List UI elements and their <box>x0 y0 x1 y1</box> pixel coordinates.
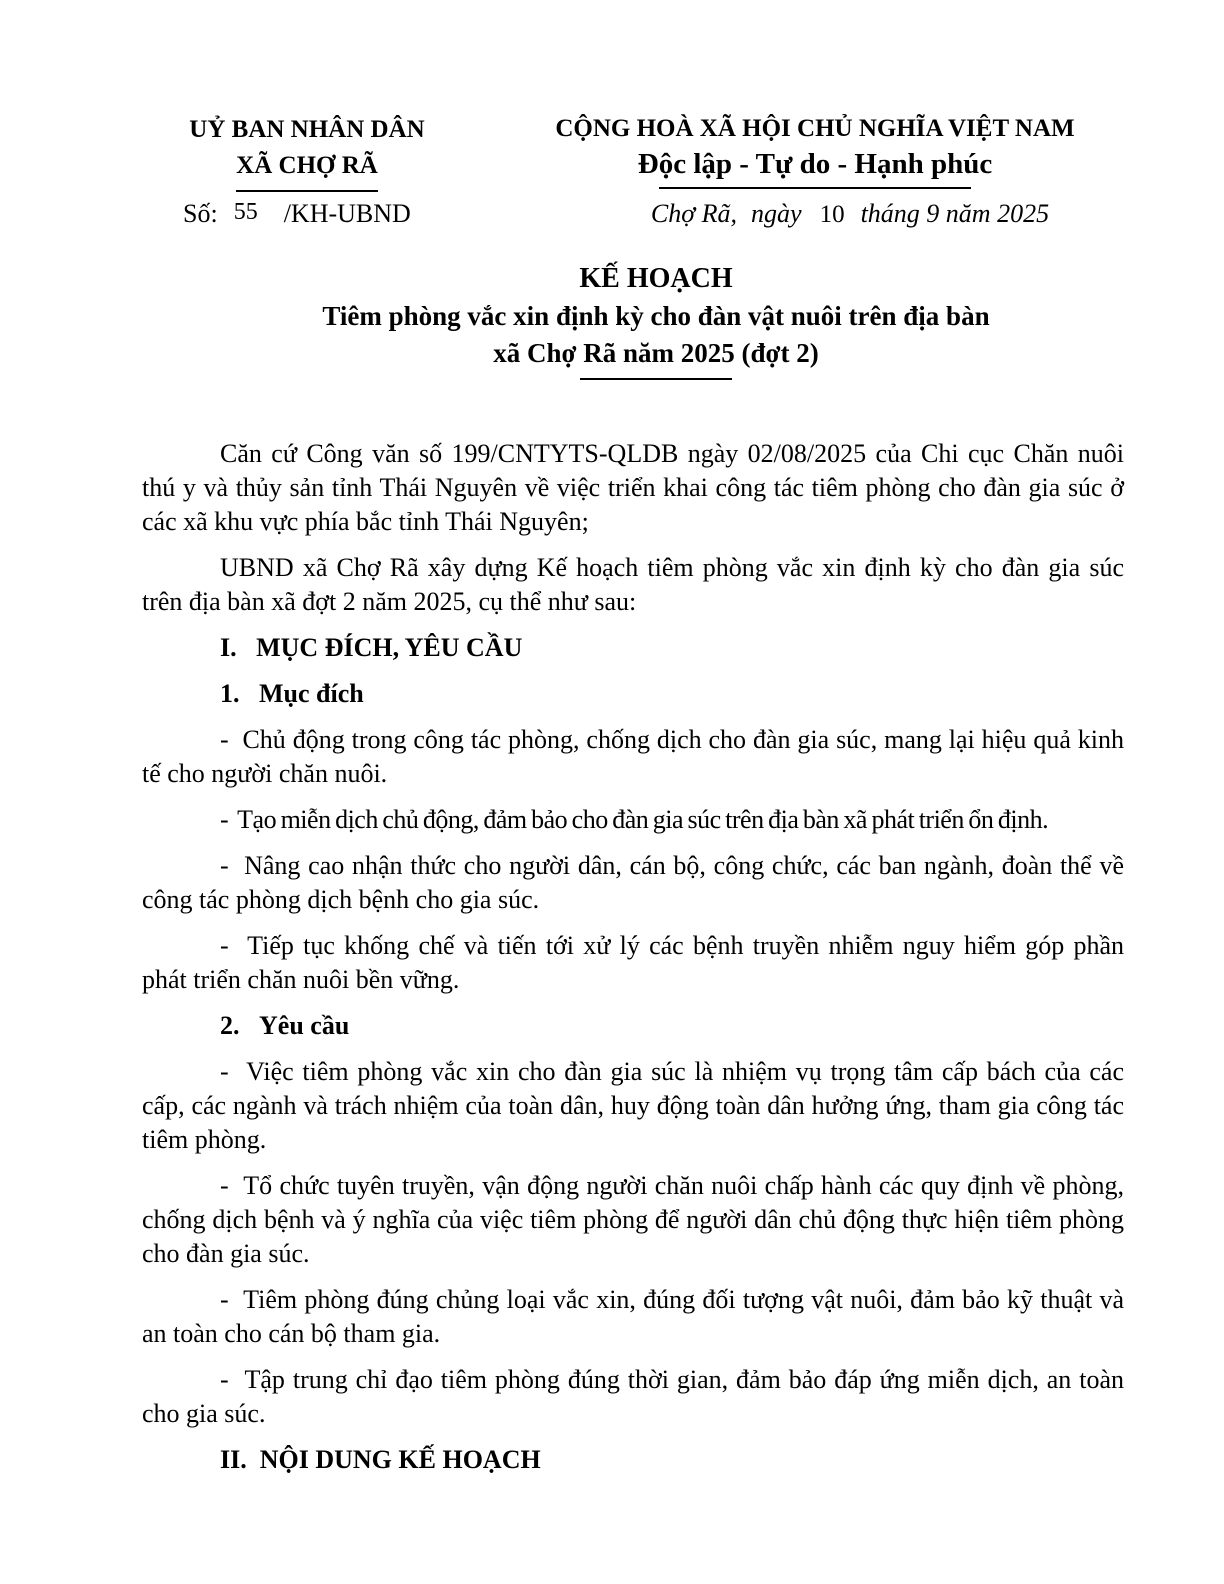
document-number-line <box>183 199 411 229</box>
list-item: - Tập trung chỉ đạo tiêm phòng đúng thời gian, đảm bảo đáp ứng miễn dịch, an toàn cho gia súc. <box>142 1365 1124 1428</box>
authority-underline <box>236 190 378 192</box>
document-title-block <box>165 260 1147 380</box>
document-number-label: Số: <box>183 199 218 228</box>
subsection-heading-1-1: 1. Mục đích <box>220 679 364 708</box>
title-underline <box>580 378 732 380</box>
place-date-line <box>560 199 1140 229</box>
document-type-title: KẾ HOẠCH <box>579 263 733 294</box>
list-item: - Chủ động trong công tác phòng, chống dịch cho đàn gia súc, mang lại hiệu quả kinh tế cho người chăn nuôi. <box>142 725 1124 788</box>
date-word-day: ngày <box>751 199 802 228</box>
list-item: - Tổ chức tuyên truyền, vận động người chăn nuôi chấp hành các quy định về phòng, chống dịch bệnh và ý nghĩa của việc tiêm phòng để người dân chủ động thực hiện tiêm phòng cho đàn gia súc. <box>142 1171 1124 1268</box>
paragraph-basis-1: Căn cứ Công văn số 199/CNTYTS-QLDB ngày 02/08/2025 của Chi cục Chăn nuôi thú y và thủy sản tỉnh Thái Nguyên về việc triển khai công tác tiêm phòng cho đàn gia súc ở các xã khu vực phía bắc tỉnh Thái Nguyên; <box>142 439 1124 536</box>
authority-parent-name: UỶ BAN NHÂN DÂN <box>189 116 425 143</box>
section-heading-2: II. NỘI DUNG KẾ HOẠCH <box>220 1445 541 1474</box>
list-item: - Việc tiêm phòng vắc xin cho đàn gia súc là nhiệm vụ trọng tâm cấp bách của các cấp, các ngành và trách nhiệm của toàn dân, huy động toàn dân hưởng ứng, tham gia công tác tiêm phòng. <box>142 1057 1124 1154</box>
national-motto: Độc lập - Tự do - Hạnh phúc <box>637 148 993 180</box>
list-item: - Nâng cao nhận thức cho người dân, cán bộ, công chức, các ban ngành, đoàn thể về công tác phòng dịch bệnh cho gia súc. <box>142 851 1124 914</box>
authority-name: XÃ CHỢ RÃ <box>236 152 378 179</box>
date-day-value: 10 <box>819 201 845 228</box>
document-number-value: 55 <box>233 199 258 225</box>
motto-underline <box>659 187 971 189</box>
national-title: CỘNG HOÀ XÃ HỘI CHỦ NGHĨA VIỆT NAM <box>555 115 1075 142</box>
date-month-year: tháng 9 năm 2025 <box>860 199 1050 228</box>
section-heading-1: I. MỤC ĐÍCH, YÊU CẦU <box>220 633 523 662</box>
document-body <box>142 424 1124 1489</box>
issuing-authority-block <box>142 112 472 192</box>
national-motto-block <box>525 112 1105 189</box>
list-item: - Tiếp tục khống chế và tiến tới xử lý các bệnh truyền nhiễm nguy hiểm góp phần phát triển chăn nuôi bền vững. <box>142 931 1124 994</box>
list-item: - Tiêm phòng đúng chủng loại vắc xin, đúng đối tượng vật nuôi, đảm bảo kỹ thuật và an toàn cho cán bộ tham gia. <box>142 1285 1124 1348</box>
subsection-heading-1-2: 2. Yêu cầu <box>220 1011 350 1040</box>
document-subject-line1: Tiêm phòng vắc xin định kỳ cho đàn vật nuôi trên địa bàn <box>322 301 990 331</box>
document-number-suffix: /KH-UBND <box>283 199 411 228</box>
document-subject-line2: xã Chợ Rã năm 2025 (đợt 2) <box>493 338 819 368</box>
list-item: - Tạo miễn dịch chủ động, đảm bảo cho đàn gia súc trên địa bàn xã phát triển ổn định. <box>220 805 1049 834</box>
paragraph-basis-2: UBND xã Chợ Rã xây dựng Kế hoạch tiêm phòng vắc xin định kỳ cho đàn gia súc trên địa bàn xã đợt 2 năm 2025, cụ thể như sau: <box>142 553 1124 616</box>
place-name: Chợ Rã, <box>650 199 738 228</box>
